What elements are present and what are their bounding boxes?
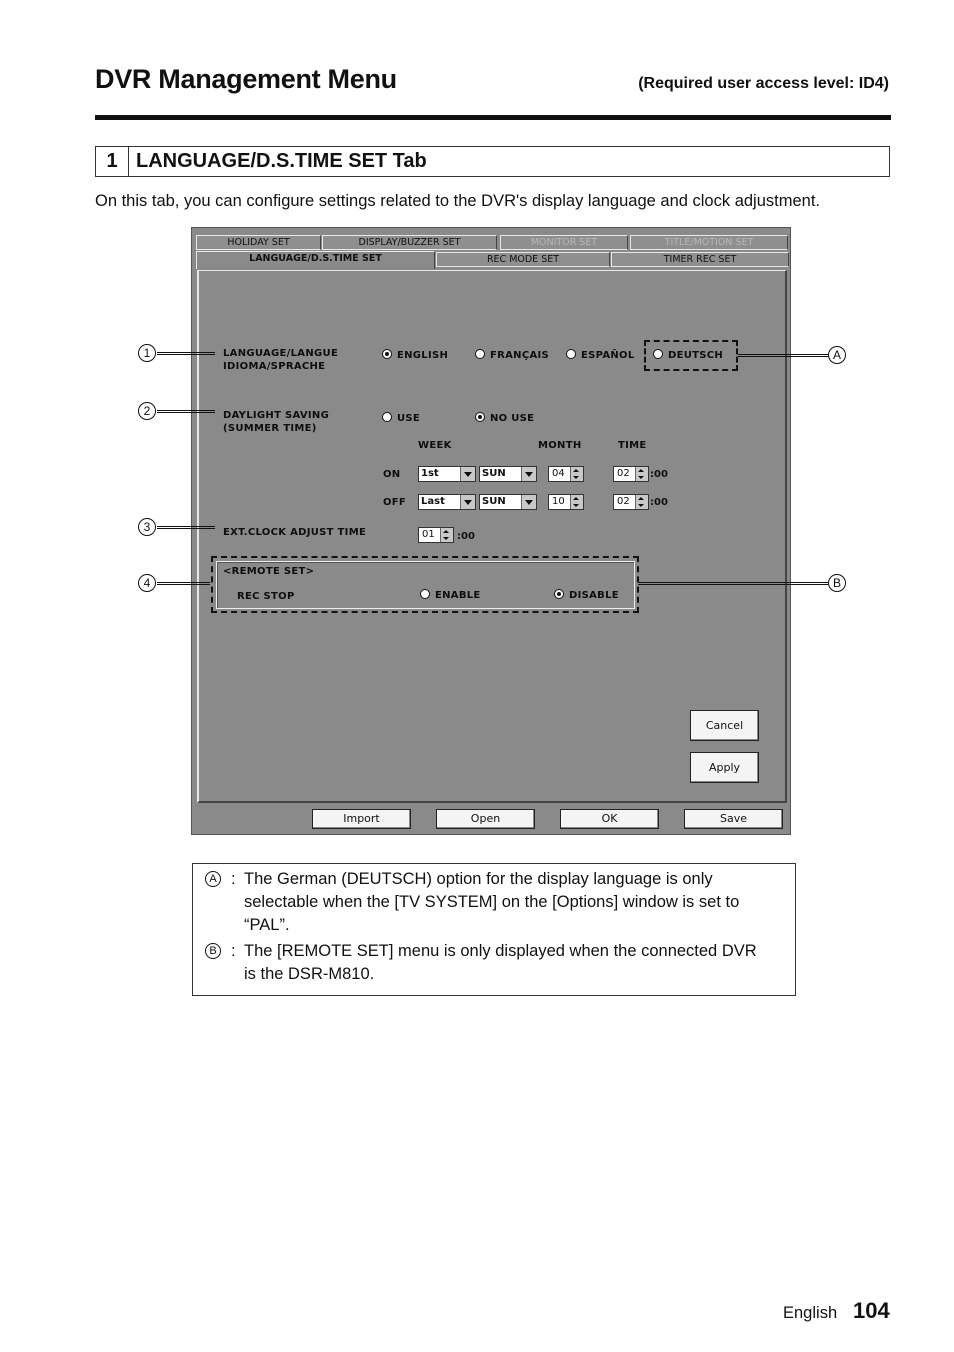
spin-arrows-icon[interactable] — [570, 495, 583, 509]
off-month-spinner[interactable] — [548, 494, 584, 510]
section-title: LANGUAGE/D.S.TIME SET Tab — [136, 150, 427, 172]
callout-1-marker: 1 — [138, 344, 156, 362]
off-time-suffix: :00 — [650, 497, 668, 508]
radio-empty-icon — [475, 349, 485, 359]
import-button[interactable]: Import — [312, 809, 411, 829]
intro-paragraph: On this tab, you can configure settings related to the DVR's display language and clock adjustment. — [95, 192, 820, 210]
note-colon: : — [231, 870, 236, 888]
radio-english-label: ENGLISH — [397, 350, 449, 361]
off-time-value: 02 — [617, 496, 630, 507]
apply-button[interactable]: Apply — [690, 752, 759, 783]
radio-ds-use[interactable] — [382, 412, 420, 424]
section-number: 1 — [96, 147, 129, 176]
on-day-value: SUN — [482, 468, 506, 479]
settings-window — [191, 227, 791, 835]
off-row-label: OFF — [383, 497, 407, 508]
on-row-label: ON — [383, 469, 401, 480]
spin-arrows-icon[interactable] — [635, 467, 648, 481]
note-b-text: The [REMOTE SET] menu is only displayed when the connected DVR is the DSR-M810. — [244, 942, 757, 983]
radio-selected-icon — [554, 589, 564, 599]
callout-a-line — [738, 354, 828, 357]
dropdown-arrow-icon[interactable] — [460, 467, 475, 481]
month-column-header: MONTH — [538, 440, 582, 451]
rec-stop-label: REC STOP — [237, 591, 295, 602]
off-day-select[interactable] — [479, 494, 537, 510]
ext-clock-spinner[interactable] — [418, 527, 454, 543]
callout-a-highlight — [644, 340, 738, 371]
language-label — [223, 348, 338, 373]
bottom-button-bar — [192, 803, 790, 834]
radio-enable-label: ENABLE — [435, 590, 481, 601]
tab-display-buzzer-set[interactable]: DISPLAY/BUZZER SET — [322, 235, 497, 250]
on-time-suffix: :00 — [650, 469, 668, 480]
page-number: 104 — [853, 1298, 890, 1323]
off-week-select[interactable] — [418, 494, 476, 510]
callout-b-highlight — [211, 556, 639, 613]
radio-empty-icon — [420, 589, 430, 599]
header-rule — [95, 115, 891, 120]
spin-arrows-icon[interactable] — [570, 467, 583, 481]
radio-ds-no-use[interactable] — [475, 412, 534, 424]
on-month-spinner[interactable] — [548, 466, 584, 482]
note-a — [205, 868, 765, 937]
on-time-spinner[interactable] — [613, 466, 649, 482]
radio-disable[interactable] — [554, 589, 619, 601]
note-b-marker: B — [205, 943, 221, 959]
notes-box — [192, 863, 796, 996]
language-label-line1: LANGUAGE/LANGUE — [223, 348, 339, 359]
off-month-value: 10 — [552, 496, 565, 507]
ext-clock-value: 01 — [422, 529, 435, 540]
tab-monitor-set: MONITOR SET — [500, 235, 628, 250]
page-title: DVR Management Menu — [95, 64, 397, 94]
callout-b-marker: B — [828, 574, 846, 592]
tab-title-motion-set: TITLE/MOTION SET — [630, 235, 788, 250]
radio-ds-no-use-label: NO USE — [490, 413, 535, 424]
ok-button[interactable]: OK — [560, 809, 659, 829]
ext-clock-suffix: :00 — [457, 531, 475, 542]
callout-3-line — [157, 526, 215, 529]
note-b — [205, 940, 765, 986]
note-a-marker: A — [205, 871, 221, 887]
daylight-label-line1: DAYLIGHT SAVING — [223, 410, 330, 421]
radio-espanol-label: ESPAÑOL — [581, 350, 635, 361]
radio-empty-icon — [382, 412, 392, 422]
tab-holiday-set[interactable]: HOLIDAY SET — [196, 235, 321, 250]
dropdown-arrow-icon[interactable] — [460, 495, 475, 509]
radio-selected-icon — [382, 349, 392, 359]
on-week-select[interactable] — [418, 466, 476, 482]
callout-a-marker: A — [828, 346, 846, 364]
off-week-value: Last — [421, 496, 445, 507]
open-button[interactable]: Open — [436, 809, 535, 829]
radio-empty-icon — [566, 349, 576, 359]
off-day-value: SUN — [482, 496, 506, 507]
spin-arrows-icon[interactable] — [635, 495, 648, 509]
dropdown-arrow-icon[interactable] — [521, 495, 536, 509]
note-colon: : — [231, 942, 236, 960]
callout-2-marker: 2 — [138, 402, 156, 420]
access-level-note: (Required user access level: ID4) — [638, 75, 889, 92]
remote-set-title: <REMOTE SET> — [223, 566, 315, 577]
radio-selected-icon — [475, 412, 485, 422]
note-a-text: The German (DEUTSCH) option for the display language is only selectable when the [TV SYSTEM] on the [Options] window is set to “PAL”. — [244, 870, 740, 934]
section-heading — [95, 146, 890, 177]
daylight-label — [223, 410, 329, 435]
week-column-header: WEEK — [418, 440, 452, 451]
tab-timer-rec-set[interactable]: TIMER REC SET — [611, 252, 789, 267]
time-column-header: TIME — [618, 440, 647, 451]
callout-1-line — [157, 352, 215, 355]
radio-english[interactable] — [382, 349, 448, 361]
daylight-label-line2: (SUMMER TIME) — [223, 422, 317, 434]
dropdown-arrow-icon[interactable] — [521, 467, 536, 481]
tab-rec-mode-set[interactable]: REC MODE SET — [436, 252, 610, 267]
radio-enable[interactable] — [420, 589, 481, 601]
radio-deutsch-label: DEUTSCH — [668, 350, 724, 361]
save-button[interactable]: Save — [684, 809, 783, 829]
callout-3-marker: 3 — [138, 518, 156, 536]
on-month-value: 04 — [552, 468, 565, 479]
on-time-value: 02 — [617, 468, 630, 479]
language-label-line2: IDIOMA/SPRACHE — [223, 360, 326, 372]
ext-clock-label: EXT.CLOCK ADJUST TIME — [223, 527, 367, 538]
on-day-select[interactable] — [479, 466, 537, 482]
off-time-spinner[interactable] — [613, 494, 649, 510]
radio-francais-label: FRANÇAIS — [490, 350, 550, 361]
radio-espanol[interactable] — [566, 349, 635, 361]
on-week-value: 1st — [421, 468, 439, 479]
footer-language: English — [783, 1304, 838, 1322]
tab-language-ds-time-set[interactable]: LANGUAGE/D.S.TIME SET — [196, 251, 435, 269]
spin-arrows-icon[interactable] — [440, 528, 453, 542]
callout-4-line — [157, 582, 210, 585]
cancel-button[interactable]: Cancel — [690, 710, 759, 741]
callout-b-line — [638, 582, 828, 585]
callout-4-marker: 4 — [138, 574, 156, 592]
callout-2-line — [157, 410, 215, 413]
radio-francais[interactable] — [475, 349, 549, 361]
radio-ds-use-label: USE — [397, 413, 421, 424]
radio-disable-label: DISABLE — [569, 590, 619, 601]
